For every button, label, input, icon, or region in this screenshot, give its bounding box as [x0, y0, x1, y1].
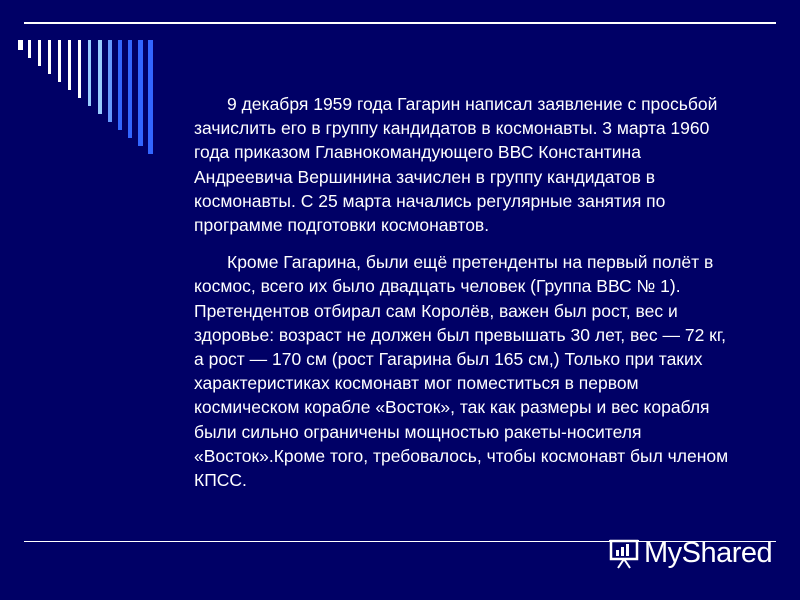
top-divider [24, 22, 776, 24]
deco-bar [38, 40, 41, 66]
deco-bar [78, 40, 81, 98]
deco-bar [108, 40, 112, 122]
decorative-bars-graphic [16, 40, 156, 180]
deco-bar [18, 40, 23, 50]
paragraph-2: Кроме Гагарина, были ещё претенденты на первый полёт в космос, всего их было двадцать человек (Группа ВВС № 1). Претендентов отбирал сам Королёв, важен был рост, вес и здоровье: возраст не должен был превышать 30 лет, вес — 72 кг, а рост — 170 см (рост Гагарина был 165 см,) Только при таких характеристиках космонавт мог поместиться в первом космическом корабле «Восток», так как размеры и вес корабля были сильно ограничены мощностью ракеты-носителя «Восток».Кроме того, требовалось, чтобы космонавт был членом КПСС. [194, 252, 729, 491]
presentation-screen-icon [608, 538, 640, 570]
deco-bar [138, 40, 143, 146]
deco-bar [58, 40, 61, 82]
paragraph-1: 9 декабря 1959 года Гагарин написал заявление с просьбой зачислить его в группу кандидатов в космонавты. 3 марта 1960 года приказом Главнокомандующего ВВС Константина Андреевича Вершинина зачислен в группу кандидатов в космонавты. С 25 марта начались регулярные занятия по программе подготовки космонавтов. [194, 94, 718, 236]
deco-bar [68, 40, 71, 90]
deco-bar [118, 40, 122, 130]
deco-bar [128, 40, 132, 138]
watermark-text: MyShared [644, 537, 773, 569]
deco-bar [48, 40, 51, 74]
deco-bar [28, 40, 31, 58]
deco-bar [88, 40, 91, 106]
slide-body-text [194, 92, 739, 505]
watermark-logo [606, 534, 782, 574]
deco-bar [98, 40, 102, 114]
deco-bar [148, 40, 153, 154]
